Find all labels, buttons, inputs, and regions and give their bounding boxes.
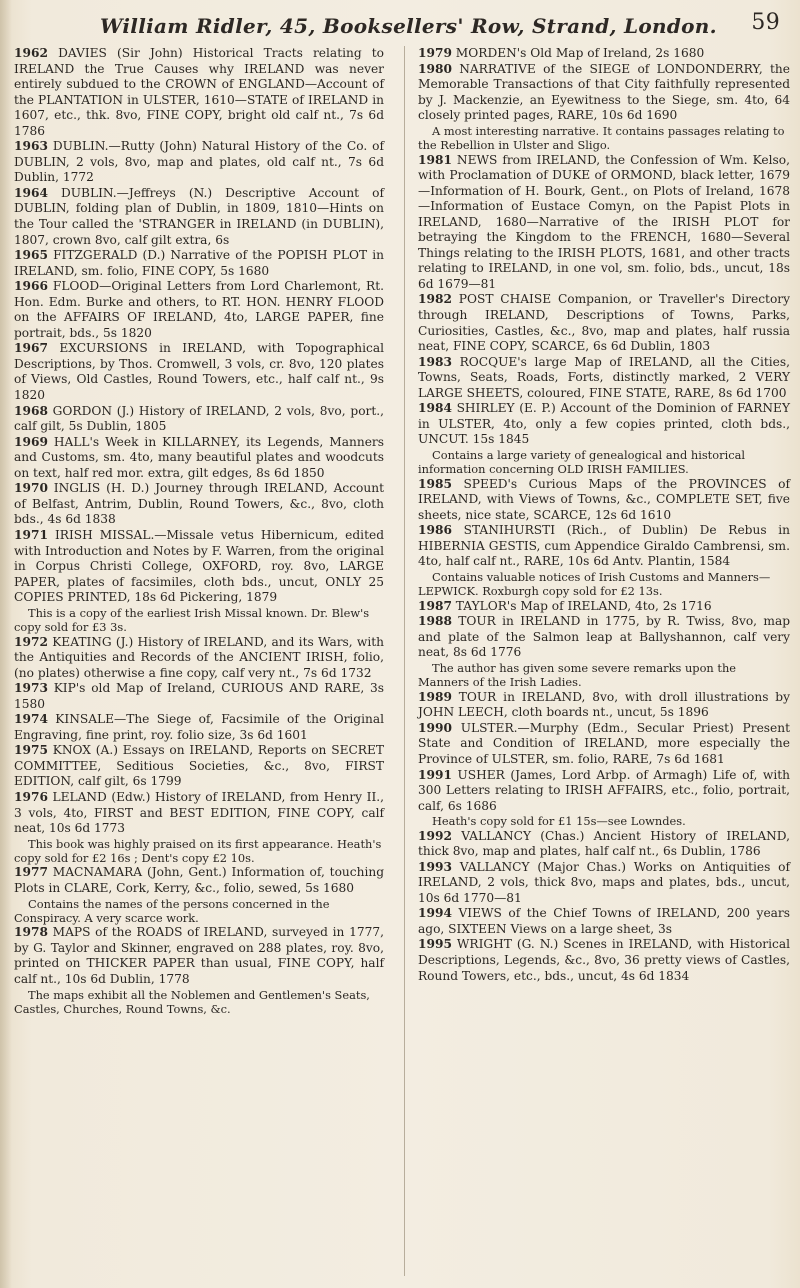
entry-note: This book was highly praised on its first appearance. Heath's copy sold for £2 16s ; Dent's copy £2 10s. <box>14 836 382 866</box>
lot-number: 1963 <box>14 139 48 154</box>
entry-text: ROCQUE's large Map of IRELAND, all the Cities, Towns, Seats, Roads, Forts, distinctly marked, 2 VERY LARGE SHEETS, coloured, FINE STATE, RARE, 8s 6d 1700 <box>418 354 791 400</box>
entry-text: DUBLIN.—Jeffreys (N.) Descriptive Account of DUBLIN, folding plan of Dublin, in 1809, 1810—Hints on the Tour called the 'STRANGER in IRELAND (in DUBLIN), 1807, crown 8vo, calf gilt extra, 6s <box>14 185 384 247</box>
entry-text: MORDEN's Old Map of Ireland, 2s 1680 <box>455 46 705 60</box>
catalogue-entry <box>14 925 384 987</box>
lot-number: 1987 <box>418 598 452 613</box>
catalogue-entry <box>14 481 384 528</box>
catalogue-entry <box>14 248 384 279</box>
entry-text: NARRATIVE of the SIEGE of LONDONDERRY, the Memorable Transactions of that City faithfully represented by J. Mackenzie, an Eyewitness to the Siege, sm. 4to, 64 closely printed pages, RARE, 10s 6d 1690 <box>418 61 790 123</box>
entry-text: VALLANCY (Chas.) Ancient History of IRELAND, thick 8vo, map and plates, half calf nt., 6s Dublin, 1786 <box>418 828 791 859</box>
entry-text: KIP's old Map of Ireland, CURIOUS AND RARE, 3s 1580 <box>14 681 384 711</box>
catalogue-entry <box>14 46 384 139</box>
catalogue-entry <box>14 743 384 790</box>
catalogue-entry <box>418 62 790 124</box>
lot-number: 1992 <box>418 828 452 843</box>
catalogue-entry <box>14 404 384 435</box>
lot-number: 1974 <box>14 712 48 727</box>
catalogue-entry <box>14 681 384 712</box>
catalogue-entry <box>14 435 384 482</box>
entry-text: SHIRLEY (E. P.) Account of the Dominion of FARNEY in ULSTER, 4to, only a few copies printed, cloth bds., UNCUT. 15s 1845 <box>418 401 791 447</box>
lot-number: 1976 <box>14 789 48 804</box>
entry-text: USHER (James, Lord Arbp. of Armagh) Life of, with 300 Letters relating to IRISH AFFAIRS, etc., folio, portrait, calf, 6s 1686 <box>418 767 790 813</box>
catalogue-entry <box>418 829 790 860</box>
entry-text: MAPS of the ROADS of IRELAND, surveyed in 1777, by G. Taylor and Skinner, engraved on 288 plates, roy. 8vo, printed on THICKER PAPER than usual, FINE COPY, half calf nt., 10s 6d Dublin, 1778 <box>14 925 384 986</box>
running-title: William Ridler, 45, Booksellers' Row, Strand, London. <box>100 14 717 38</box>
catalogue-entry <box>418 599 790 615</box>
catalogue-entry <box>418 401 790 448</box>
entry-text: KNOX (A.) Essays on IRELAND, Reports on SECRET COMMITTEE, Seditious Societies, &c., 8vo, FIRST EDITION, calf gilt, 6s 1799 <box>14 743 384 789</box>
catalogue-entry <box>418 860 790 907</box>
catalogue-entry <box>14 139 384 186</box>
entry-text: LELAND (Edw.) History of IRELAND, from Henry II., 3 vols, 4to, FIRST and BEST EDITION, FINE COPY, calf neat, 10s 6d 1773 <box>14 789 385 836</box>
catalogue-entry <box>418 292 790 354</box>
entry-text: DAVIES (Sir John) Historical Tracts relating to IRELAND the True Causes why IRELAND was never entirely subdued to the CROWN of ENGLAND—Account of the PLANTATION in ULSTER, 1610—STATE of IRELAND in 1607, etc., thk. 8vo, FINE COPY, bright old calf nt., 7s 6d 1786 <box>14 46 385 138</box>
catalogue-entry <box>14 865 384 896</box>
lot-number: 1962 <box>14 46 48 60</box>
entry-text: WRIGHT (G. N.) Scenes in IRELAND, with Historical Descriptions, Legends, &c., 8vo, 36 pretty views of Castles, Round Towers, etc., bds., uncut, 4s 6d 1834 <box>418 937 791 983</box>
right-column <box>418 46 790 984</box>
entry-text: FITZGERALD (D.) Narrative of the POPISH PLOT in IRELAND, sm. folio, FINE COPY, 5s 1680 <box>14 248 384 278</box>
entry-note: This is a copy of the earliest Irish Missal known. Dr. Blew's copy sold for £3 3s. <box>14 605 370 635</box>
entry-text: IRISH MISSAL.—Missale vetus Hibernicum, edited with Introduction and Notes by F. Warren, from the original in Corpus Christi College, OXFORD, roy. 8vo, LARGE PAPER, plates of facsimiles, cloth bds., uncut, ONLY 25 COPIES PRINTED, 18s 6d Pickering, 1879 <box>14 527 384 605</box>
lot-number: 1985 <box>418 476 452 491</box>
entry-text: HALL's Week in KILLARNEY, its Legends, Manners and Customs, sm. 4to, many beautiful plates and woodcuts on text, half red mor. extra, gilt edges, 8s 6d 1850 <box>14 434 384 480</box>
lot-number: 1989 <box>418 689 452 704</box>
catalogue-entry <box>418 614 790 661</box>
lot-number: 1994 <box>418 906 452 921</box>
catalogue-entry <box>418 768 790 815</box>
lot-number: 1966 <box>14 279 48 294</box>
catalogue-entry <box>418 906 790 937</box>
entry-text: VALLANCY (Major Chas.) Works on Antiquities of IRELAND, 2 vols, thick 8vo, maps and plates, bds., uncut, 10s 6d 1770—81 <box>418 859 791 905</box>
entry-text: GORDON (J.) History of IRELAND, 2 vols, 8vo, port., calf gilt, 5s Dublin, 1805 <box>14 403 384 434</box>
lot-number: 1970 <box>14 481 48 496</box>
entry-text: POST CHAISE Companion, or Traveller's Directory through IRELAND, Descriptions of Towns, Parks, Curiosities, Castles, &c., 8vo, map and plates, half russia neat, FINE COPY, SCARCE, 6s 6d Dublin, 1803 <box>418 292 791 354</box>
catalogue-entry <box>418 690 790 721</box>
entry-note: Heath's copy sold for £1 15s—see Lowndes. <box>432 814 686 829</box>
left-column <box>14 46 384 1016</box>
catalogue-entry <box>14 186 384 248</box>
entry-text: ULSTER.—Murphy (Edm., Secular Priest) Present State and Condition of IRELAND, more especially the Province of ULSTER, sm. folio, RARE, 7s 6d 1681 <box>418 720 791 767</box>
lot-number: 1993 <box>418 859 452 874</box>
lot-number: 1969 <box>14 434 48 449</box>
lot-number: 1988 <box>418 614 452 629</box>
lot-number: 1973 <box>14 681 48 696</box>
catalogue-entry <box>418 46 790 62</box>
lot-number: 1978 <box>14 925 48 940</box>
lot-number: 1981 <box>418 152 452 167</box>
column-divider <box>404 46 405 1276</box>
lot-number: 1980 <box>418 61 452 76</box>
lot-number: 1971 <box>14 527 48 542</box>
entry-note: A most interesting narrative. It contains passages relating to the Rebellion in Ulster and Sligo. <box>418 123 785 153</box>
lot-number: 1968 <box>14 403 48 418</box>
lot-number: 1991 <box>418 767 452 782</box>
entry-text: SPEED's Curious Maps of the PROVINCES of IRELAND, with Views of Towns, &c., COMPLETE SET, five sheets, nice state, SCARCE, 12s 6d 1610 <box>418 476 791 522</box>
catalogue-entry <box>14 635 384 682</box>
catalogue-entry <box>418 477 790 524</box>
lot-number: 1984 <box>418 401 452 416</box>
entry-text: DUBLIN.—Rutty (John) Natural History of the Co. of DUBLIN, 2 vols, 8vo, map and plates, old calf nt., 7s 6d Dublin, 1772 <box>14 139 384 185</box>
entry-note: The author has given some severe remarks upon the Manners of the Irish Ladies. <box>418 661 737 690</box>
page-number: 59 <box>751 10 780 35</box>
entry-text: FLOOD—Original Letters from Lord Charlemont, Rt. Hon. Edm. Burke and others, to RT. HON. HENRY FLOOD on the AFFAIRS OF IRELAND, 4to, LARGE PAPER, fine portrait, bds., 5s 1820 <box>14 279 384 340</box>
entry-text: TOUR in IRELAND in 1775, by R. Twiss, 8vo, map and plate of the Salmon leap at Ballyshannon, calf very neat, 8s 6d 1776 <box>418 614 791 660</box>
catalogue-entry <box>418 523 790 570</box>
lot-number: 1995 <box>418 937 452 952</box>
entry-text: STANIHURSTI (Rich., of Dublin) De Rebus in HIBERNIA GESTIS, cum Appendice Giraldo Cambrensi, sm. 4to, half calf nt., RARE, 10s 6d Antv. Plantin, 1584 <box>418 523 790 569</box>
catalogue-entry <box>14 341 384 403</box>
entry-note: Contains valuable notices of Irish Customs and Manners—LEPWICK. Roxburgh copy sold for £2 13s. <box>418 570 771 599</box>
lot-number: 1982 <box>418 292 452 307</box>
catalogue-entry <box>418 153 790 293</box>
lot-number: 1965 <box>14 248 48 263</box>
lot-number: 1972 <box>14 634 48 649</box>
entry-text: TAYLOR's Map of IRELAND, 4to, 2s 1716 <box>455 598 712 613</box>
lot-number: 1967 <box>14 341 48 356</box>
lot-number: 1986 <box>418 523 452 538</box>
lot-number: 1990 <box>418 720 452 735</box>
entry-text: KEATING (J.) History of IRELAND, and its Wars, with the Antiquities and Records of the ANCIENT IRISH, folio, (no plates) otherwise a fine copy, calf very nt., 7s 6d 1732 <box>14 634 384 680</box>
entry-note: Contains the names of the persons concerned in the Conspiracy. A very scarce work. <box>14 896 330 925</box>
entry-text: TOUR in IRELAND, 8vo, with droll illustrations by JOHN LEECH, cloth boards nt., uncut, 5s 1896 <box>418 689 790 720</box>
binding-shadow <box>0 0 12 1288</box>
entry-text: NEWS from IRELAND, the Confession of Wm. Kelso, with Proclamation of DUKE of ORMOND, black letter, 1679—Information of H. Bourk, Gent., on Plots of Ireland, 1678—Information of Eustace Comyn, on the Papist Plots in IRELAND, 1680—Narrative of the IRISH PLOT for betraying the Kingdom to the FRENCH, 1680—Several Things relating to the IRISH PLOTS, 1681, and other tracts relating to IRELAND, in one vol, sm. folio, bds., uncut, 18s 6d 1679—81 <box>418 152 791 291</box>
entry-note: Contains a large variety of genealogical and historical information concerning OLD IRISH FAMILIES. <box>418 447 746 477</box>
lot-number: 1964 <box>14 185 48 200</box>
catalogue-entry <box>14 790 384 837</box>
entry-note: The maps exhibit all the Noblemen and Gentlemen's Seats, Castles, Churches, Round Towns, &c. <box>14 987 370 1016</box>
catalogue-entry <box>14 712 384 743</box>
catalogue-entry <box>418 721 790 768</box>
lot-number: 1979 <box>418 46 452 60</box>
lot-number: 1975 <box>14 743 48 758</box>
catalogue-entry <box>418 937 790 984</box>
catalogue-entry <box>418 355 790 402</box>
entry-text: MACNAMARA (John, Gent.) Information of, touching Plots in CLARE, Cork, Kerry, &c., folio, sewed, 5s 1680 <box>14 865 384 895</box>
page-header <box>100 8 780 44</box>
lot-number: 1983 <box>418 354 452 369</box>
entry-text: EXCURSIONS in IRELAND, with Topographical Descriptions, by Thos. Cromwell, 3 vols, cr. 8vo, 120 plates of Views, Old Castles, Round Towers, etc., half calf nt., 9s 1820 <box>14 341 385 403</box>
catalogue-entry <box>14 528 384 606</box>
entry-text: VIEWS of the Chief Towns of IRELAND, 200 years ago, SIXTEEN Views on a large sheet, 3s <box>418 906 790 936</box>
entry-text: INGLIS (H. D.) Journey through IRELAND, Account of Belfast, Antrim, Dublin, Round Towers, &c., 8vo, cloth bds., 4s 6d 1838 <box>14 481 384 527</box>
catalogue-entry <box>14 279 384 341</box>
entry-text: KINSALE—The Siege of, Facsimile of the Original Engraving, fine print, roy. folio size, 3s 6d 1601 <box>14 712 385 742</box>
lot-number: 1977 <box>14 865 48 880</box>
